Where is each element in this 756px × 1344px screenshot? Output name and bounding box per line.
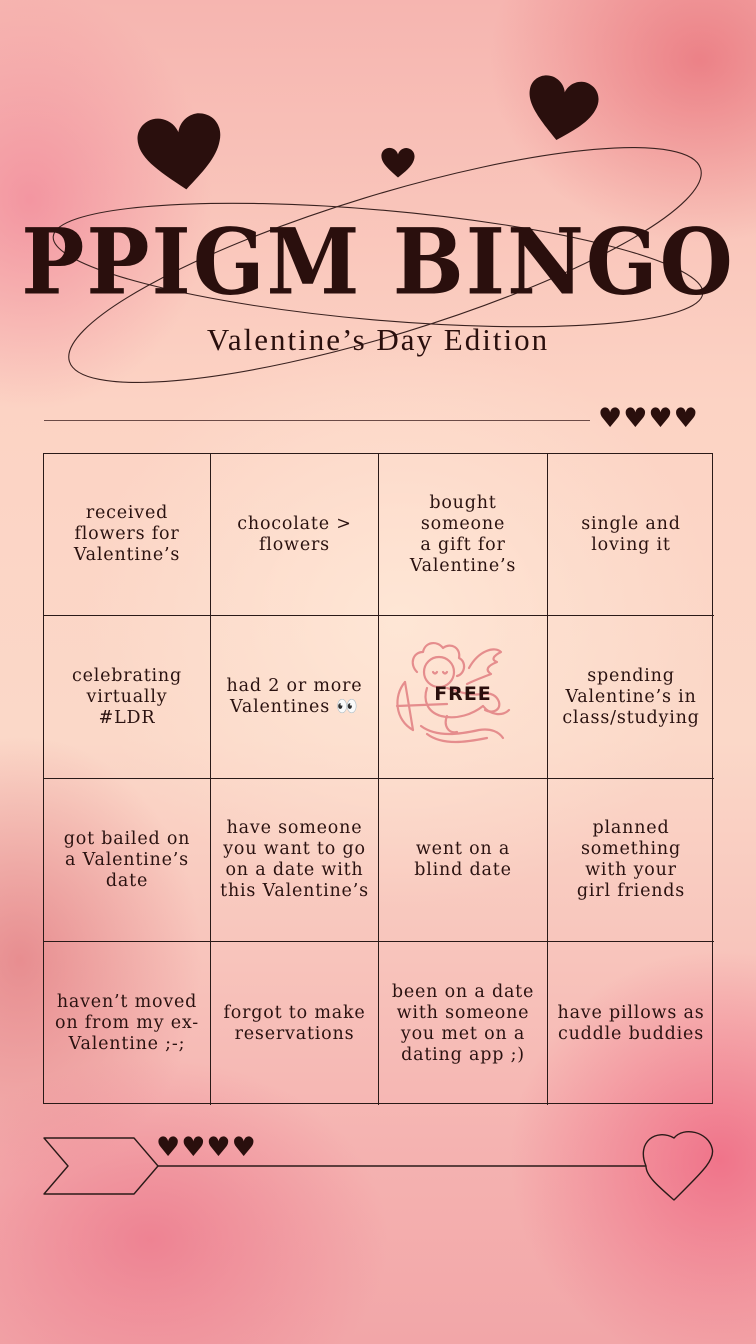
bingo-cell[interactable]: planned something with your girl friends [548,779,714,942]
arrow-icon [40,1128,720,1208]
bingo-cell[interactable]: had 2 or more Valentines 👀 [211,616,379,779]
bingo-cell[interactable]: single and loving it [548,454,714,616]
page-subtitle: Valentine’s Day Edition [206,322,550,357]
bingo-cell[interactable]: have someone you want to go on a date with this Valentine’s [211,779,379,942]
bingo-cell[interactable]: bought someone a gift for Valentine’s [379,454,548,616]
arrow-hearts: ♥♥♥♥ [156,1132,257,1163]
bingo-cell[interactable]: spending Valentine’s in class/studying [548,616,714,779]
bingo-cell[interactable]: went on a blind date [379,779,548,942]
page-title: PPIGM BINGO [21,208,735,315]
bingo-cell[interactable]: received flowers for Valentine’s [44,454,211,616]
bingo-cell[interactable]: chocolate > flowers [211,454,379,616]
bingo-free-cell[interactable] [379,616,548,779]
bingo-cell[interactable]: forgot to make reservations [211,942,379,1105]
divider-line [44,420,590,421]
bingo-cell[interactable]: got bailed on a Valentine’s date [44,779,211,942]
divider-hearts: ♥♥♥♥ [598,403,699,434]
bingo-cell[interactable]: have pillows as cuddle buddies [557,1002,705,1044]
free-label: FREE [434,683,492,705]
bingo-cell[interactable]: haven’t moved on from my ex- Valentine ;-; [44,942,211,1105]
bingo-cell[interactable]: been on a date with someone you met on a dating app ;) [379,942,548,1105]
bingo-grid [43,453,713,1104]
bingo-cell[interactable]: celebrating virtually #LDR [44,616,211,779]
